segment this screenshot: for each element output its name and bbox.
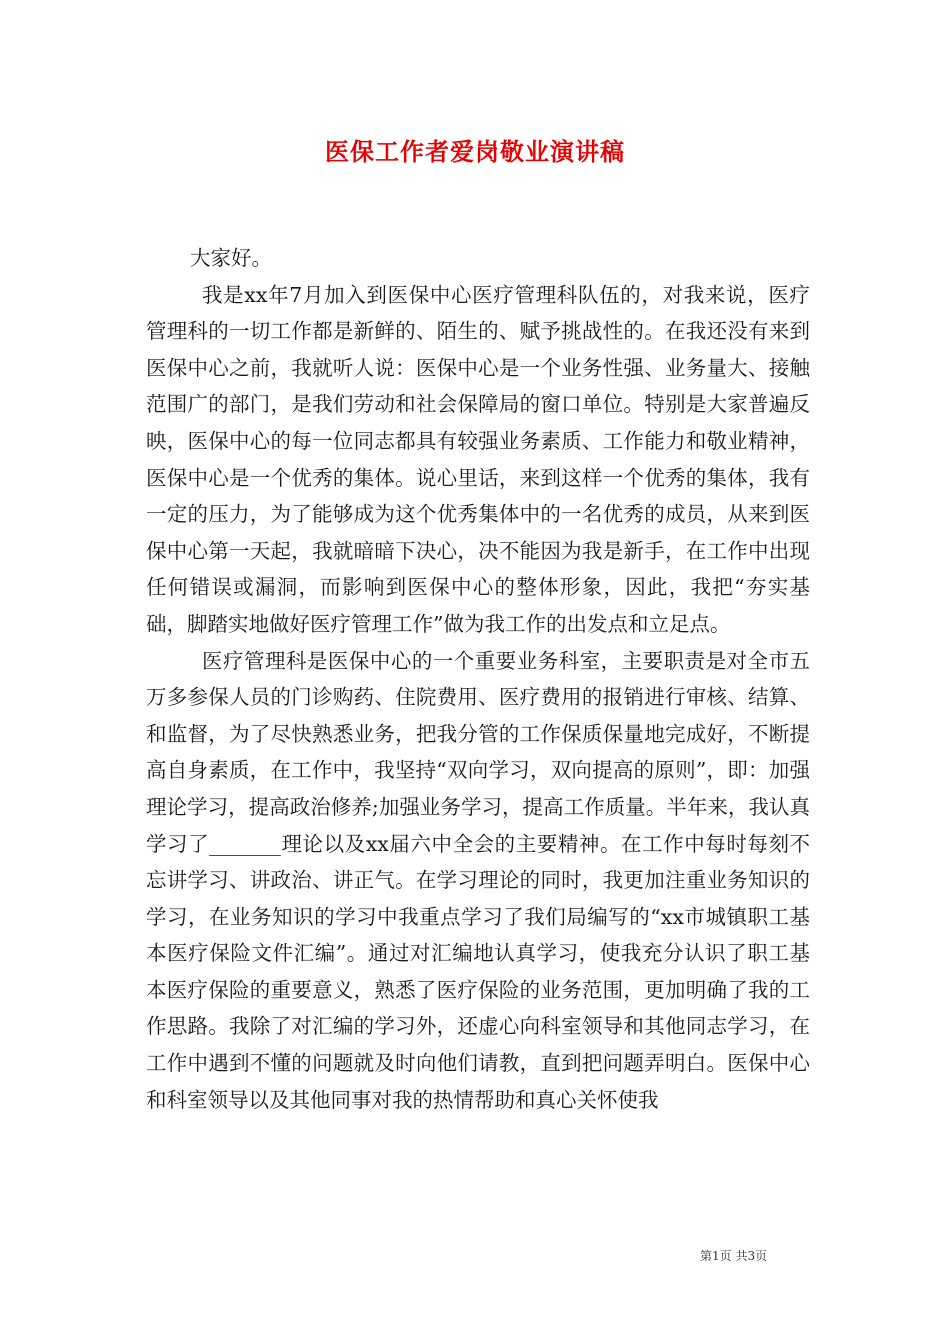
total-pages-number: 3 [747, 1249, 756, 1263]
document-body [146, 240, 810, 1118]
document-title: 医保工作者爱岗敬业演讲稿 [325, 137, 625, 166]
greeting: 大家好。 [190, 246, 272, 270]
page-number-footer [700, 1247, 840, 1264]
current-page-number: 1 [712, 1249, 720, 1263]
page-label-middle: 页 共 [719, 1249, 748, 1263]
page-label-prefix: 第 [700, 1249, 713, 1263]
page-label-suffix: 页 [755, 1249, 768, 1263]
paragraph-2: 医疗管理科是医保中心的一个重要业务科室，主要职责是对全市五万多参保人员的门诊购药、住院费用、医疗费用的报销进行审核、结算、和监督，为了尽快熟悉业务，把我分管的工作保质保量地完成好，不断提高自身素质，在工作中，我坚持“双向学习，双向提高的原则”，即：加强理论学习，提高政治修养;加强业务学习，提高工作质量。半年来，我认真学习了_______理论以及xx届六中全会的主要精神。在工作中每时每刻不忘讲学习、讲政治、讲正气。在学习理论的同时，我更加注重业务知识的学习，在业务知识的学习中我重点学习了我们局编写的“xx市城镇职工基本医疗保险文件汇编”。通过对汇编地认真学习，使我充分认识了职工基本医疗保险的重要意义，熟悉了医疗保险的业务范围，更加明确了我的工作思路。我除了对汇编的学习外，还虚心向科室领导和其他同志学习，在工作中遇到不懂的问题就及时向他们请教，直到把问题弄明白。医保中心和科室领导以及其他同事对我的热情帮助和真心关怀使我 [146, 648, 810, 1112]
paragraph-1: 我是xx年7月加入到医保中心医疗管理科队伍的，对我来说，医疗管理科的一切工作都是新鲜的、陌生的、赋予挑战性的。在我还没有来到医保中心之前，我就听人说：医保中心是一个业务性强、业务量大、接触范围广的部门，是我们劳动和社会保障局的窗口单位。特别是大家普遍反映，医保中心的每一位同志都具有较强业务素质、工作能力和敬业精神，医保中心是一个优秀的集体。说心里话，来到这样一个优秀的集体，我有一定的压力，为了能够成为这个优秀集体中的一名优秀的成员，从来到医保中心第一天起，我就暗暗下决心，决不能因为我是新手，在工作中出现任何错误或漏洞，而影响到医保中心的整体形象，因此，我把“夯实基础，脚踏实地做好医疗管理工作”做为我工作的出发点和立足点。 [146, 282, 810, 636]
